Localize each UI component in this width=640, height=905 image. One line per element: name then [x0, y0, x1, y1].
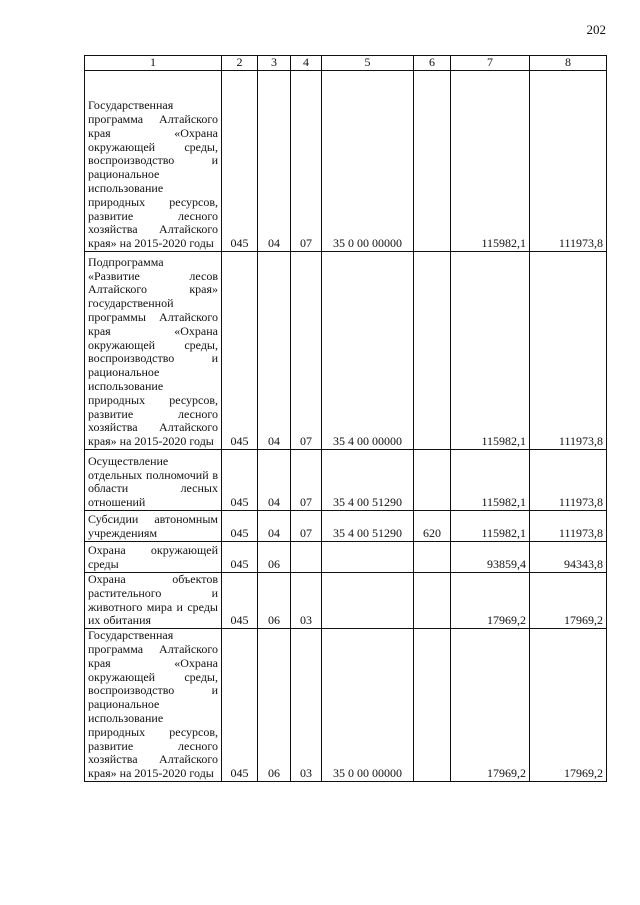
table-row [85, 511, 607, 542]
budget-table [84, 55, 607, 782]
cell-amount-year1: 115982,1 [451, 511, 530, 542]
cell-section: 06 [258, 629, 291, 782]
cell-admin-code: 045 [222, 511, 258, 542]
cell-admin-code: 045 [222, 573, 258, 629]
column-header: 8 [530, 56, 607, 71]
column-header: 4 [291, 56, 322, 71]
row-name: Осуществление отдельных полномочий в области лесных отношений [85, 450, 222, 511]
row-name: Охрана объектов растительного и животного мира и среды их обитания [85, 573, 222, 629]
cell-section: 04 [258, 450, 291, 511]
cell-expense-type: 620 [414, 511, 451, 542]
cell-amount-year2: 111973,8 [530, 511, 607, 542]
column-header: 5 [322, 56, 414, 71]
cell-subsection: 03 [291, 629, 322, 782]
cell-target-article: 35 0 00 00000 [322, 629, 414, 782]
cell-amount-year1: 115982,1 [451, 71, 530, 252]
cell-target-article [322, 573, 414, 629]
cell-amount-year2: 17969,2 [530, 573, 607, 629]
cell-subsection: 03 [291, 573, 322, 629]
header-row [85, 56, 607, 71]
cell-subsection: 07 [291, 511, 322, 542]
cell-admin-code: 045 [222, 71, 258, 252]
cell-expense-type [414, 629, 451, 782]
table-row [85, 252, 607, 450]
cell-amount-year1: 115982,1 [451, 450, 530, 511]
cell-amount-year2: 17969,2 [530, 629, 607, 782]
column-header: 6 [414, 56, 451, 71]
cell-subsection: 07 [291, 71, 322, 252]
cell-target-article: 35 4 00 00000 [322, 252, 414, 450]
cell-amount-year1: 17969,2 [451, 573, 530, 629]
cell-target-article: 35 4 00 51290 [322, 450, 414, 511]
cell-amount-year2: 111973,8 [530, 252, 607, 450]
table-row [85, 71, 607, 252]
cell-section: 06 [258, 573, 291, 629]
row-name: Государственная программа Алтайского края «Охрана окружающей среды, воспроизводство и рациональное использование природных ресурсов, развитие лесного хозяйства Алтайского края» на 2015-2020 годы [85, 71, 222, 252]
table-row [85, 629, 607, 782]
table-row [85, 450, 607, 511]
cell-expense-type [414, 573, 451, 629]
cell-target-article [322, 542, 414, 573]
cell-section: 04 [258, 71, 291, 252]
table-row [85, 573, 607, 629]
cell-amount-year1: 93859,4 [451, 542, 530, 573]
cell-section: 04 [258, 252, 291, 450]
row-name: Охрана окружающей среды [85, 542, 222, 573]
cell-amount-year2: 111973,8 [530, 71, 607, 252]
cell-subsection [291, 542, 322, 573]
cell-amount-year1: 115982,1 [451, 252, 530, 450]
cell-section: 06 [258, 542, 291, 573]
row-name: Государственная программа Алтайского края «Охрана окружающей среды, воспроизводство и рациональное использование природных ресурсов, развитие лесного хозяйства Алтайского края» на 2015-2020 годы [85, 629, 222, 782]
row-name: Подпрограмма «Развитие лесов Алтайского края» государственной программы Алтайского края «Охрана окружающей среды, воспроизводство и рациональное использование природных ресурсов, развитие лесного хозяйства Алтайского края» на 2015-2020 годы [85, 252, 222, 450]
page-number: 202 [586, 22, 606, 37]
cell-subsection: 07 [291, 450, 322, 511]
cell-admin-code: 045 [222, 252, 258, 450]
cell-admin-code: 045 [222, 629, 258, 782]
cell-amount-year2: 94343,8 [530, 542, 607, 573]
table-row [85, 542, 607, 573]
cell-expense-type [414, 252, 451, 450]
cell-expense-type [414, 71, 451, 252]
cell-admin-code: 045 [222, 542, 258, 573]
cell-target-article: 35 0 00 00000 [322, 71, 414, 252]
column-header: 7 [451, 56, 530, 71]
cell-admin-code: 045 [222, 450, 258, 511]
cell-expense-type [414, 450, 451, 511]
row-name: Субсидии автономным учреждениям [85, 511, 222, 542]
column-header: 3 [258, 56, 291, 71]
cell-amount-year2: 111973,8 [530, 450, 607, 511]
cell-expense-type [414, 542, 451, 573]
column-header: 1 [85, 56, 222, 71]
cell-amount-year1: 17969,2 [451, 629, 530, 782]
column-header: 2 [222, 56, 258, 71]
cell-subsection: 07 [291, 252, 322, 450]
cell-section: 04 [258, 511, 291, 542]
cell-target-article: 35 4 00 51290 [322, 511, 414, 542]
